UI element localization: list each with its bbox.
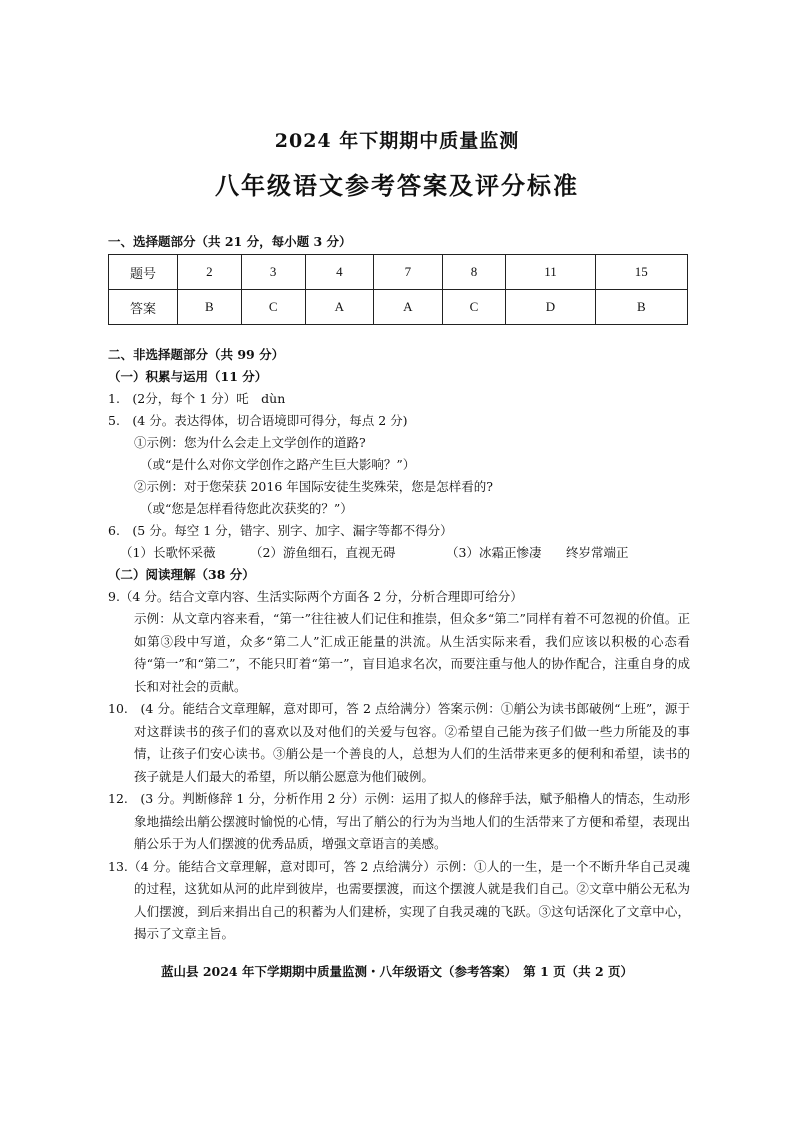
- answer-table: [108, 254, 688, 325]
- answer-cell: C: [241, 290, 305, 325]
- question-number: 4: [305, 255, 374, 290]
- answer-q6-poems: [108, 542, 690, 564]
- question-number: 7: [374, 255, 443, 290]
- answer-cell: A: [305, 290, 374, 325]
- table-row-answers: [109, 290, 688, 325]
- answer-cell: D: [506, 290, 595, 325]
- answer-q6-head: 6. (5 分。每空 1 分，错字、别字、加字、漏字等都不得分）: [108, 523, 453, 538]
- question-number: 2: [178, 255, 242, 290]
- poem-answer: （2）游鱼细石，直视无碍: [250, 545, 396, 560]
- section2-heading: 二、非选择题部分（共 99 分）: [108, 347, 285, 362]
- page-footer: 蓝山县 2024 年下学期期中质量监测・八年级语文（参考答案） 第 1 页（共 2 页）: [160, 964, 634, 979]
- question-number: 8: [442, 255, 506, 290]
- poem-answer: （3）冰霜正惨凄: [446, 545, 542, 560]
- question-number: 15: [595, 255, 687, 290]
- answer-q5-head: 5. (4 分。表达得体，切合语境即可得分，每点 2 分): [108, 413, 408, 428]
- row-label-answer: 答案: [109, 290, 178, 325]
- section2-body: [108, 344, 690, 946]
- part1-heading: （一）积累与运用（11 分）: [108, 369, 268, 384]
- answer-q12: 12. (3 分。判断修辞 1 分，分析作用 2 分）示例：运用了拟人的修辞手法，赋予船橹人的情态，生动形象地描绘出艄公摆渡时愉悦的心情，写出了艄公的行为为当地人们的生活带来了方便和希望，表现出艄公乐于为人们摆渡的优秀品质，增强文章语言的美感。: [108, 791, 690, 851]
- answer-q9-body: 示例：从文章内容来看，“第一”往往被人们记住和推崇，但众多“第二”同样有着不可忽视的价值。正如第③段中写道，众多“第二人”汇成正能量的洪流。从生活实际来看，我们应该以积极的心态看待“第一”和“第二”，不能只盯着“第一”，盲目追求名次，而要注重与他人的协作配合，注重自身的成长和对社会的贡献。: [134, 611, 690, 694]
- answer-q5-line: （或“您是怎样看待您此次获奖的？”）: [140, 501, 353, 516]
- answer-cell: A: [374, 290, 443, 325]
- section1-heading: 一、选择题部分（共 21 分，每小题 3 分）: [108, 234, 352, 249]
- answer-q13: 13.（4 分。能结合文章理解，意对即可，答 2 点给满分）示例：①人的一生，是一个不断升华自己灵魂的过程，这犹如从河的此岸到彼岸，也需要摆渡，而这个摆渡人就是我们自己。②文章中艄公无私为人们摆渡，到后来捐出自己的积蓄为人们建桥，实现了自我灵魂的飞跃。③这句话深化了文章中心，揭示了文章主旨。: [108, 858, 690, 941]
- question-number: 11: [506, 255, 595, 290]
- answer-q9-head: 9.（4 分。结合文章内容、生活实际两个方面各 2 分，分析合理即可给分）: [108, 589, 523, 604]
- row-label-number: 题号: [109, 255, 178, 290]
- answer-q5-line: ①示例：您为什么会走上文学创作的道路?: [134, 435, 366, 450]
- answer-q5-line: ②示例：对于您荣获 2016 年国际安徒生奖殊荣，您是怎样看的?: [134, 479, 493, 494]
- table-row-numbers: [109, 255, 688, 290]
- question-number: 3: [241, 255, 305, 290]
- exam-subtitle: 2024 年下期期中质量监测: [274, 130, 520, 152]
- answer-cell: C: [442, 290, 506, 325]
- answer-cell: B: [178, 290, 242, 325]
- answer-q5-line: （或“是什么对你文学创作之路产生巨大影响？”）: [140, 457, 416, 472]
- poem-answer: （1）长歌怀采薇: [120, 545, 216, 560]
- answer-q10: 10. (4 分。能结合文章理解，意对即可，答 2 点给满分）答案示例：①艄公为读书郎破例“上班”，源于对这群读书的孩子们的喜欢以及对他们的关爱与包容。②希望自己能为孩子们做一些力所能及的事情，让孩子们安心读书。③艄公是一个善良的人，总想为人们的生活带来更多的便利和希望，读书的孩子就是人们最大的希望，所以艄公愿意为他们破例。: [108, 701, 690, 784]
- answer-q1: 1. (2分，每个 1 分）吒 dùn: [108, 391, 286, 406]
- page-title: 八年级语文参考答案及评分标准: [215, 171, 579, 200]
- part2-heading: （二）阅读理解（38 分）: [108, 567, 255, 582]
- poem-answer: 终岁常端正: [566, 545, 629, 560]
- answer-cell: B: [595, 290, 687, 325]
